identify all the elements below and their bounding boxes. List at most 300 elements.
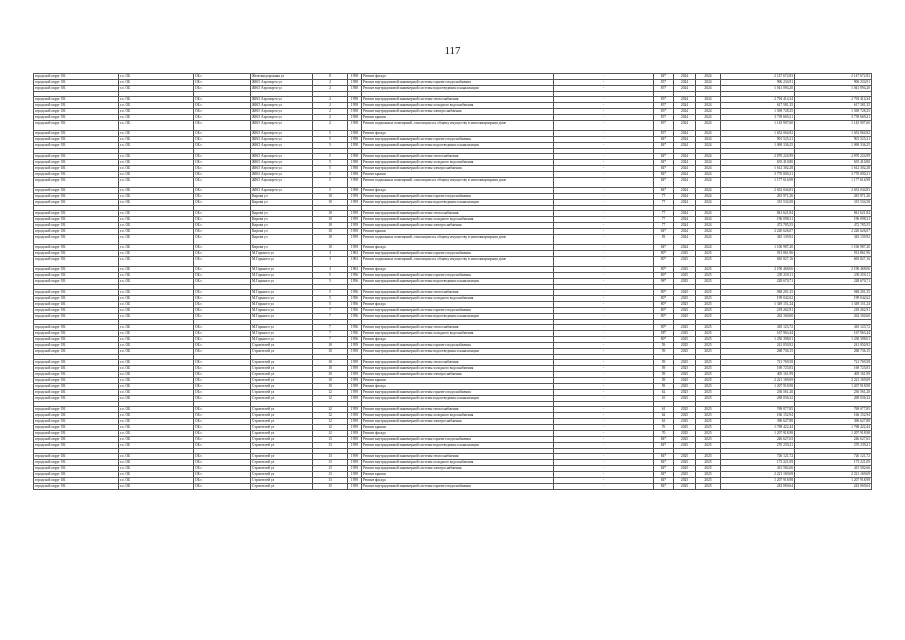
table-cell: Ремонт внутридомовой инженерной системы холодного водоснабжения — [362, 460, 554, 466]
table-cell: М.Горького ул — [251, 257, 313, 267]
table-cell: 2024 — [696, 194, 721, 200]
table-cell: ЖКО Аэропорта ул — [251, 137, 313, 143]
table-cell: 63 — [654, 419, 674, 425]
table-cell: 2024 — [696, 115, 721, 121]
table-cell: - — [554, 384, 654, 390]
table-cell: городской округ ОБ — [34, 279, 119, 285]
table-cell: 10 — [313, 194, 348, 200]
table-cell: 1956 — [348, 308, 362, 314]
table-cell: г.о. ОБ — [119, 143, 194, 149]
table-cell: Кирова ул — [251, 223, 313, 229]
table-cell: 2025 — [674, 251, 696, 257]
table-cell: 415 582,66 — [795, 466, 872, 472]
table-cell: - — [554, 131, 654, 137]
table-cell: Ремонт подвальных помещений, относящихся к общему имуществу в многоквартирном доме — [362, 235, 554, 245]
table-cell: г.о. ОБ — [119, 154, 194, 160]
table-cell: г.о. ОБ — [119, 74, 194, 80]
table-cell: городской округ ОБ — [34, 407, 119, 413]
table-cell: ОБ г. — [194, 443, 251, 449]
table-cell: 2024 — [674, 229, 696, 235]
table-cell: 13 — [313, 466, 348, 472]
table-cell: 7 — [313, 314, 348, 320]
table-cell: 948 201,35 — [721, 290, 795, 296]
table-cell: Строителей ул — [251, 419, 313, 425]
table-cell: 617 581,35 — [795, 103, 872, 109]
table-cell: г.о. ОБ — [119, 331, 194, 337]
table-cell: Ремонт внутридомовой инженерной системы теплоснабжения — [362, 454, 554, 460]
table-cell: Строителей ул — [251, 349, 313, 355]
table-cell: г.о. ОБ — [119, 425, 194, 431]
table-cell: 196 098,31 — [721, 217, 795, 223]
table-cell: 7 — [313, 325, 348, 331]
table-cell: 1959 — [348, 431, 362, 437]
table-cell: 5 — [313, 279, 348, 285]
table-cell: 83* — [654, 97, 674, 103]
table-cell: г.о. ОБ — [119, 366, 194, 372]
table-cell: 1959 — [348, 384, 362, 390]
table-cell: 1 349 151,24 — [795, 302, 872, 308]
table-cell: 901 525,21 — [721, 137, 795, 143]
table-cell: 2 — [313, 115, 348, 121]
table-cell: городской округ ОБ — [34, 74, 119, 80]
table-cell: 2025 — [696, 478, 721, 484]
table-cell: Ремонт крыши — [362, 115, 554, 121]
table-cell: - — [554, 407, 654, 413]
table-cell: 84* — [654, 172, 674, 178]
table-cell: Ремонт внутридомовой инженерной системы горячего водоснабжения — [362, 343, 554, 349]
table-cell: 83* — [654, 131, 674, 137]
table-cell: 472 785,55 — [721, 223, 795, 229]
table-cell: Ремонт внутридомовой инженерной системы горячего водоснабжения — [362, 273, 554, 279]
table-cell: Строителей ул — [251, 390, 313, 396]
table-cell: городской округ ОБ — [34, 372, 119, 378]
table-cell: 84* — [654, 443, 674, 449]
table-cell: - — [554, 115, 654, 121]
table-cell: 2025 — [696, 279, 721, 285]
table-cell: 5 — [313, 166, 348, 172]
table-cell: Ремонт внутридомовой инженерной системы теплоснабжения — [362, 360, 554, 366]
table-cell: 410 123,72 — [795, 325, 872, 331]
table-cell: Ремонт фасада — [362, 337, 554, 343]
table-cell: 2 220 626,07 — [795, 229, 872, 235]
table-row — [34, 484, 872, 490]
table-cell: М.Горького ул — [251, 296, 313, 302]
table-cell: ОБ г. — [194, 137, 251, 143]
table-cell: Ремонт крыши — [362, 172, 554, 178]
table-cell: 2025 — [674, 419, 696, 425]
table-cell: 10 — [313, 211, 348, 217]
table-cell: 2025 — [674, 337, 696, 343]
table-cell: 268 736,15 — [721, 349, 795, 355]
table-cell: 2024 — [674, 121, 696, 131]
table-cell: 1956 — [348, 290, 362, 296]
table-cell: городской округ ОБ — [34, 257, 119, 267]
table-cell: 2024 — [696, 74, 721, 80]
table-cell: г.о. ОБ — [119, 407, 194, 413]
table-cell: Кирова ул — [251, 229, 313, 235]
table-cell: ЖКО Аэропорта ул — [251, 166, 313, 172]
table-cell: 2025 — [674, 360, 696, 366]
table-cell: городской округ ОБ — [34, 160, 119, 166]
table-cell: 345 139,92 — [721, 235, 795, 245]
table-cell: 2 190 468,06 — [721, 267, 795, 273]
table-cell: 199 042,62 — [795, 296, 872, 302]
table-cell: М.Горького ул — [251, 337, 313, 343]
table-cell: 2025 — [696, 325, 721, 331]
table-cell: М.Горького ул — [251, 279, 313, 285]
table-cell: городской округ ОБ — [34, 154, 119, 160]
table-cell: - — [554, 211, 654, 217]
table-cell: 1958 — [348, 188, 362, 194]
table-cell: ОБ г. — [194, 349, 251, 355]
table-cell: 2025 — [696, 257, 721, 267]
table-cell: 77 — [654, 217, 674, 223]
table-cell: г.о. ОБ — [119, 360, 194, 366]
table-cell: - — [554, 331, 654, 337]
table-cell: 3 — [313, 251, 348, 257]
table-cell: ЖКО Аэропорта ул — [251, 121, 313, 131]
table-cell: г.о. ОБ — [119, 273, 194, 279]
table-cell: 2024 — [696, 229, 721, 235]
table-cell: г.о. ОБ — [119, 454, 194, 460]
table-cell: 241 050,92 — [795, 343, 872, 349]
table-cell: 2025 — [674, 431, 696, 437]
table-cell: 7 — [313, 331, 348, 337]
table-row — [34, 121, 872, 131]
table-cell: 1956 — [348, 331, 362, 337]
table-cell: Ремонт внутридомовой инженерной системы теплоснабжения — [362, 325, 554, 331]
table-cell: 239 250,11 — [721, 273, 795, 279]
table-cell: 2025 — [674, 349, 696, 355]
table-cell: 2024 — [696, 223, 721, 229]
table-cell: 12 — [313, 407, 348, 413]
table-cell: 2025 — [696, 251, 721, 257]
table-cell: 2 221 169,69 — [721, 472, 795, 478]
table-cell: 2025 — [674, 413, 696, 419]
table-cell: 228 670,71 — [795, 279, 872, 285]
table-cell: г.о. ОБ — [119, 172, 194, 178]
table-cell: 1959 — [348, 211, 362, 217]
table-cell: Ремонт подвальных помещений, относящихся к общему имуществу в многоквартирном доме — [362, 121, 554, 131]
table-cell: 84* — [654, 143, 674, 149]
table-cell: 1959 — [348, 223, 362, 229]
table-cell: г.о. ОБ — [119, 160, 194, 166]
table-cell: 2024 — [696, 245, 721, 251]
table-cell: 665 827,16 — [721, 257, 795, 267]
table-row — [34, 235, 872, 245]
table-cell: - — [554, 235, 654, 245]
table-cell: г.о. ОБ — [119, 211, 194, 217]
table-cell: - — [554, 103, 654, 109]
table-cell: 2025 — [696, 431, 721, 437]
table-cell: 59 — [654, 384, 674, 390]
table-cell: Ремонт крыши — [362, 378, 554, 384]
table-cell: городской округ ОБ — [34, 378, 119, 384]
table-cell: 5 — [313, 137, 348, 143]
table-cell: 1956 — [348, 302, 362, 308]
table-cell: 345 139,92 — [795, 235, 872, 245]
table-cell: 13 — [313, 478, 348, 484]
table-cell: 948 201,35 — [795, 290, 872, 296]
table-cell: г.о. ОБ — [119, 466, 194, 472]
table-cell: 2025 — [674, 308, 696, 314]
table-cell: 1958 — [348, 166, 362, 172]
table-cell: 83* — [654, 86, 674, 92]
table-cell: г.о. ОБ — [119, 166, 194, 172]
table-cell: ОБ г. — [194, 390, 251, 396]
table-cell: М.Горького ул — [251, 325, 313, 331]
table-cell: г.о. ОБ — [119, 396, 194, 402]
table-cell: 1959 — [348, 378, 362, 384]
table-cell: 721 769,58 — [721, 360, 795, 366]
table-cell: - — [554, 109, 654, 115]
table-cell: 1958 — [348, 121, 362, 131]
table-cell: 1959 — [348, 366, 362, 372]
table-cell: 2 870 224,99 — [721, 154, 795, 160]
table-cell: ЖКО Аэропорта ул — [251, 103, 313, 109]
table-cell: 281 971,26 — [721, 194, 795, 200]
table-cell: 2024 — [674, 154, 696, 160]
table-cell: 2024 — [696, 86, 721, 92]
table-cell: 2025 — [674, 384, 696, 390]
table-cell: 5 — [313, 273, 348, 279]
table-cell: Ремонт фасада — [362, 302, 554, 308]
table-cell: городской округ ОБ — [34, 413, 119, 419]
table-cell: 80* — [654, 325, 674, 331]
table-cell: 13 — [313, 437, 348, 443]
table-cell: Ремонт внутридомовой инженерной системы холодного водоснабжения — [362, 331, 554, 337]
table-cell: ОБ г. — [194, 103, 251, 109]
table-cell: 5 — [313, 290, 348, 296]
table-cell: ОБ г. — [194, 109, 251, 115]
table-cell: Кирова ул — [251, 235, 313, 245]
table-cell: 2 794 414,34 — [795, 97, 872, 103]
table-cell: 2 652 044,83 — [721, 188, 795, 194]
table-cell: 1 612 302,28 — [795, 166, 872, 172]
table-cell: 405 161,99 — [795, 372, 872, 378]
table-cell: г.о. ОБ — [119, 484, 194, 490]
table-cell: 2024 — [674, 211, 696, 217]
table-cell: 80* — [654, 290, 674, 296]
table-cell: ОБ г. — [194, 407, 251, 413]
table-cell: 246 627,63 — [795, 437, 872, 443]
table-cell: - — [554, 245, 654, 251]
table-cell: - — [554, 360, 654, 366]
table-cell: 241 050,92 — [721, 343, 795, 349]
table-cell: 2025 — [674, 484, 696, 490]
table-cell: 617 581,35 — [721, 103, 795, 109]
table-cell: г.о. ОБ — [119, 217, 194, 223]
table-cell: 2025 — [696, 472, 721, 478]
table-cell: 2024 — [696, 172, 721, 178]
table-cell: 396 627,88 — [795, 419, 872, 425]
table-cell: 2025 — [674, 290, 696, 296]
table-cell: 2025 — [674, 466, 696, 472]
table-cell: ОБ г. — [194, 166, 251, 172]
table-cell: 2025 — [696, 419, 721, 425]
table-cell: ОБ г. — [194, 290, 251, 296]
table-cell: 2025 — [674, 378, 696, 384]
table-cell: 2024 — [696, 121, 721, 131]
table-cell: Ремонт внутридомовой инженерной системы водоотведения и канализации — [362, 279, 554, 285]
table-cell: городской округ ОБ — [34, 178, 119, 188]
table-cell: 2 — [313, 103, 348, 109]
table-cell: городской округ ОБ — [34, 390, 119, 396]
table-cell: Ремонт внутридомовой инженерной системы электроснабжения — [362, 109, 554, 115]
table-cell: 1958 — [348, 178, 362, 188]
table-cell: 2025 — [696, 384, 721, 390]
table-cell: городской округ ОБ — [34, 188, 119, 194]
table-cell: Ремонт внутридомовой инженерной системы водоотведения и канализации — [362, 200, 554, 206]
table-cell: ОБ г. — [194, 235, 251, 245]
table-cell: городской округ ОБ — [34, 290, 119, 296]
table-cell: городской округ ОБ — [34, 115, 119, 121]
table-cell: - — [554, 431, 654, 437]
table-cell: М.Горького ул — [251, 273, 313, 279]
table-cell: 7 — [313, 337, 348, 343]
table-cell: 166 152,94 — [795, 413, 872, 419]
table-cell: 12 — [313, 425, 348, 431]
table-cell: 2024 — [696, 97, 721, 103]
table-cell: 84* — [654, 74, 674, 80]
table-cell: 2025 — [696, 296, 721, 302]
table-cell: - — [554, 378, 654, 384]
table-cell: 1959 — [348, 217, 362, 223]
table-cell: городской округ ОБ — [34, 349, 119, 355]
table-cell: 2025 — [696, 302, 721, 308]
table-cell: 2024 — [696, 200, 721, 206]
table-cell: 1956 — [348, 325, 362, 331]
table-cell: 1956 — [348, 337, 362, 343]
table-cell: Ремонт фасада — [362, 188, 554, 194]
table-cell: 1 652 064,82 — [721, 131, 795, 137]
table-cell: ОБ г. — [194, 273, 251, 279]
table-row — [34, 178, 872, 188]
table-cell: 236 561,20 — [795, 390, 872, 396]
table-cell: ОБ г. — [194, 267, 251, 273]
table-cell: М.Горького ул — [251, 308, 313, 314]
table-cell: 2024 — [674, 217, 696, 223]
table-cell: 167 963,44 — [795, 331, 872, 337]
table-cell: 1 652 064,82 — [795, 131, 872, 137]
table-cell: ОБ г. — [194, 472, 251, 478]
table-cell: - — [554, 86, 654, 92]
table-cell: 2025 — [696, 290, 721, 296]
table-cell: - — [554, 437, 654, 443]
table-cell: Строителей ул — [251, 378, 313, 384]
table-cell: 84* — [654, 229, 674, 235]
table-cell: 80* — [654, 273, 674, 279]
table-cell: Кирова ул — [251, 211, 313, 217]
table-cell: 169 725,83 — [795, 366, 872, 372]
table-cell: 2024 — [674, 178, 696, 188]
table-cell: 1 207 918,98 — [721, 384, 795, 390]
table-cell: 10 — [313, 245, 348, 251]
table-cell: 1959 — [348, 425, 362, 431]
table-cell: Ремонт внутридомовой инженерной системы горячего водоснабжения — [362, 484, 554, 490]
table-cell: 2025 — [674, 407, 696, 413]
table-cell: 1959 — [348, 419, 362, 425]
table-cell: М.Горького ул — [251, 302, 313, 308]
table-cell: 1 768 422,44 — [721, 425, 795, 431]
table-cell: 769 077,85 — [795, 407, 872, 413]
table-cell: 2024 — [674, 160, 696, 166]
table-cell: 5 — [313, 131, 348, 137]
table-cell: 2025 — [674, 257, 696, 267]
table-cell: ЖКО Аэропорта ул — [251, 131, 313, 137]
table-cell: 77 — [654, 200, 674, 206]
table-cell: - — [554, 137, 654, 143]
table-cell: городской округ ОБ — [34, 166, 119, 172]
table-cell: Строителей ул — [251, 437, 313, 443]
table-cell: г.о. ОБ — [119, 413, 194, 419]
table-cell: 61 — [654, 407, 674, 413]
table-cell: г.о. ОБ — [119, 472, 194, 478]
table-cell: 2024 — [674, 194, 696, 200]
table-cell: 1959 — [348, 460, 362, 466]
table-cell: Ремонт внутридомовой инженерной системы теплоснабжения — [362, 211, 554, 217]
table-cell: - — [554, 194, 654, 200]
table-cell: 1959 — [348, 454, 362, 460]
table-cell: г.о. ОБ — [119, 131, 194, 137]
table-cell: 1956 — [348, 314, 362, 320]
table-cell: Строителей ул — [251, 472, 313, 478]
table-cell: 1959 — [348, 484, 362, 490]
table-cell: г.о. ОБ — [119, 478, 194, 484]
table-cell: 243 069,64 — [721, 484, 795, 490]
table-cell: 405 161,99 — [721, 372, 795, 378]
table-cell: ОБ г. — [194, 143, 251, 149]
table-cell: 84* — [654, 478, 674, 484]
table-cell: 2024 — [696, 103, 721, 109]
table-cell: 2024 — [674, 86, 696, 92]
table-cell: городской округ ОБ — [34, 460, 119, 466]
table-cell: г.о. ОБ — [119, 279, 194, 285]
table-cell: 1 177 616,98 — [795, 178, 872, 188]
table-cell: 1 177 616,98 — [721, 178, 795, 188]
table-cell: 415 582,66 — [721, 466, 795, 472]
table-cell: 84* — [654, 437, 674, 443]
table-cell: Ремонт внутридомовой инженерной системы теплоснабжения — [362, 154, 554, 160]
table-cell: ЖКО Аэропорта ул — [251, 143, 313, 149]
table-cell: Строителей ул — [251, 407, 313, 413]
table-cell: - — [554, 188, 654, 194]
table-cell: 84* — [654, 460, 674, 466]
table-cell: 1958 — [348, 80, 362, 86]
table-cell: ОБ г. — [194, 396, 251, 402]
table-cell: 2024 — [696, 143, 721, 149]
table-cell: 1 069 336,25 — [721, 143, 795, 149]
table-cell: 1956 — [348, 273, 362, 279]
table-cell: Строителей ул — [251, 443, 313, 449]
table-cell: 901 525,21 — [795, 137, 872, 143]
table-cell: - — [554, 396, 654, 402]
table-cell: 2024 — [674, 115, 696, 121]
table-cell: 269 036,32 — [795, 396, 872, 402]
table-cell: 80* — [654, 308, 674, 314]
table-cell: - — [554, 366, 654, 372]
table-cell: 2025 — [674, 454, 696, 460]
table-cell: 84* — [654, 245, 674, 251]
table-cell: ОБ г. — [194, 80, 251, 86]
table-cell: городской округ ОБ — [34, 109, 119, 115]
table-cell: 1959 — [348, 472, 362, 478]
table-cell: 239 250,11 — [795, 273, 872, 279]
table-cell: ОБ г. — [194, 131, 251, 137]
table-cell: 2025 — [696, 413, 721, 419]
table-cell: 13 — [313, 443, 348, 449]
table-cell: г.о. ОБ — [119, 378, 194, 384]
